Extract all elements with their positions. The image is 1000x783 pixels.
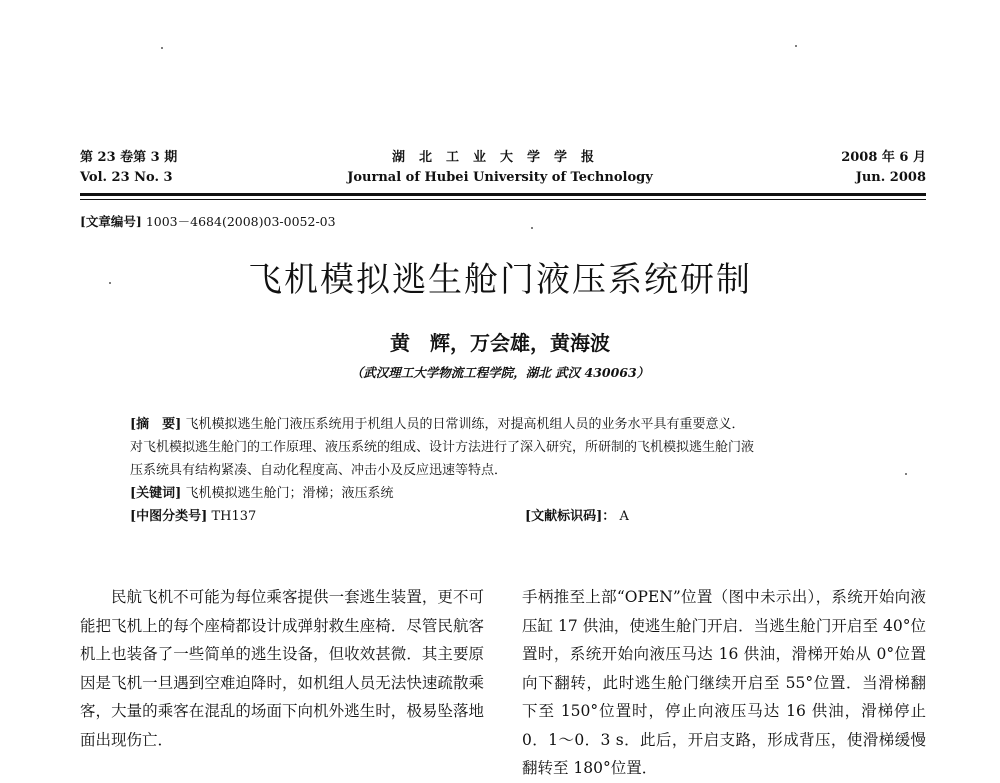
scan-speck xyxy=(109,282,111,284)
classification-label: [中图分类号] xyxy=(130,509,208,524)
scan-speck xyxy=(905,473,907,475)
journal-en: Journal of Hubei University of Technology xyxy=(347,170,653,185)
abstract-text-1: 飞机模拟逃生舱门液压系统用于机组人员的日常训练，对提高机组人员的业务水平具有重要意义． xyxy=(185,417,745,432)
abstract-label: [摘 要] xyxy=(130,417,182,432)
doc-code-label: [文献标识码]： xyxy=(525,509,616,524)
scan-speck xyxy=(795,45,797,47)
abstract-line-1 xyxy=(130,413,885,436)
volume-cn: 第 23 卷第 3 期 xyxy=(80,150,178,165)
doc-code-value: A xyxy=(619,509,629,524)
date-cn: 2008 年 6 月 xyxy=(841,150,926,165)
abstract-text-2: 对飞机模拟逃生舱门的工作原理、液压系统的组成、设计方法进行了深入研究，所研制的飞机模拟逃生舱门液 xyxy=(130,440,755,455)
doc-code xyxy=(525,505,629,528)
header-rule-thin xyxy=(80,199,926,200)
volume-en: Vol. 23 No. 3 xyxy=(80,170,173,185)
affiliation: （武汉理工大学物流工程学院，湖北 武汉 430063） xyxy=(350,365,650,380)
article-number-label: [文章编号] xyxy=(80,214,142,229)
header-journal xyxy=(300,148,700,188)
body-left-column xyxy=(80,583,484,754)
abstract-block xyxy=(130,413,885,528)
header-rule-thick xyxy=(80,193,926,196)
date-en: Jun. 2008 xyxy=(855,170,926,185)
header-date xyxy=(841,148,926,188)
journal-cn: 湖北工业大学学报 xyxy=(391,150,608,165)
body-right-column xyxy=(522,583,926,783)
authors: 黄 辉，万会雄，黄海波 xyxy=(390,331,610,355)
article-number xyxy=(80,213,336,231)
classification-value: TH137 xyxy=(211,509,257,524)
scan-speck xyxy=(531,227,533,229)
keywords-value: 飞机模拟逃生舱门；滑梯；液压系统 xyxy=(185,486,394,501)
paper-title: 飞机模拟逃生舱门液压系统研制 xyxy=(248,260,752,300)
body-right-text: 手柄推至上部“OPEN”位置（图中未示出），系统开始向液压缸 17 供油，使逃生舱门开启．当逃生舱门开启至 40°位置时，系统开始向液压马达 16 供油，滑梯开始从 0°位置向下翻转，此时逃生舱门继续开启至 55°位置．当滑梯翻下至 150°位置时，停止向液压马达 16 供油，滑梯停止 0．1～0．3 s．此后，开启支路，形成背压，使滑梯缓慢翻转至 180°位置． xyxy=(522,588,926,777)
body-left-text: 民航飞机不可能为每位乘客提供一套逃生装置，更不可能把飞机上的每个座椅都设计成弹射救生座椅．尽管民航客机上也装备了一些简单的逃生设备，但收效甚微．其主要原因是飞机一旦遇到空难迫降时，如机组人员无法快速疏散乘客，大量的乘客在混乱的场面下向机外逃生时，极易坠落地面出现伤亡． xyxy=(80,588,484,749)
classification-line xyxy=(130,505,885,528)
keywords-label: [关键词] xyxy=(130,486,182,501)
article-number-value: 1003－4684(2008)03-0052-03 xyxy=(145,214,336,229)
keywords-line xyxy=(130,482,885,505)
abstract-text-3: 压系统具有结构紧凑、自动化程度高、冲击小及反应迅速等特点． xyxy=(130,463,508,478)
header-volume xyxy=(80,148,177,188)
scan-speck xyxy=(161,47,163,49)
